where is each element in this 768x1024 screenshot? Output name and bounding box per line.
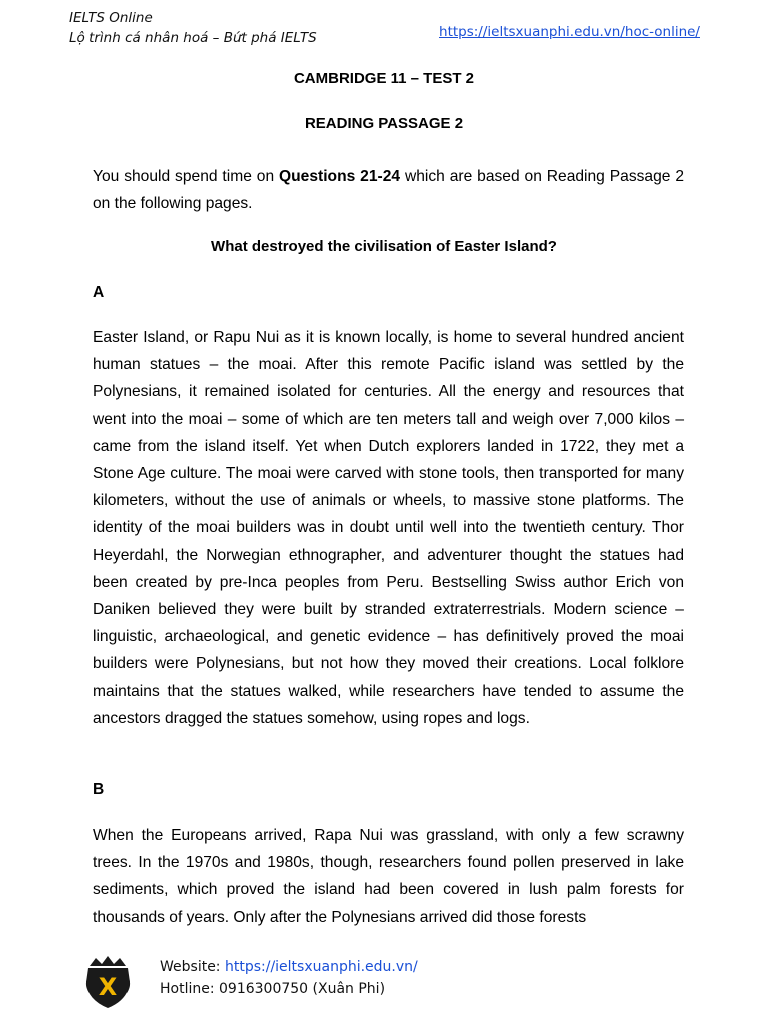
header-brand bbox=[69, 8, 317, 48]
intro-text-before: You should spend time on bbox=[93, 168, 280, 185]
section-b-paragraph: When the Europeans arrived, Rapa Nui was grassland, with only a few scrawny trees. In the 1970s and 1980s, though, researchers found pollen preserved in lake sediments, which proved the island had been covered in lush palm forests for thousands of years. Only after the Polynesians arrived did those forests bbox=[93, 827, 684, 926]
footer-website-label: Website: bbox=[160, 959, 225, 975]
intro-questions-range: Questions 21-24 bbox=[279, 168, 401, 185]
document-subtitle: READING PASSAGE 2 bbox=[304, 115, 464, 132]
footer-contact bbox=[160, 956, 418, 1000]
section-b-letter: B bbox=[93, 781, 105, 798]
section-a-letter: A bbox=[93, 284, 105, 301]
footer-website-line bbox=[160, 956, 418, 978]
header-course-link[interactable]: https://ieltsxuanphi.edu.vn/hoc-online/ bbox=[439, 24, 700, 40]
passage-title: What destroyed the civilisation of Easter Island? bbox=[211, 238, 557, 255]
intro-text-after: which are based on Reading Passage 2 on the following pages. bbox=[93, 168, 685, 213]
footer-hotline: Hotline: 0916300750 (Xuân Phi) bbox=[160, 981, 386, 997]
section-a-paragraph: Easter Island, or Rapu Nui as it is known locally, is home to several hundred ancient human statues – the moai. After this remote Pacific island was settled by the Polynesians, it remained isolated for centuries. All the energy and resources that went into the moai – some of which are ten meters tall and weigh over 7,000 kilos – came from the island itself. Yet when Dutch explorers landed in 1722, they met a Stone Age culture. The moai were carved with stone tools, then transported for many kilometers, without the use of animals or wheels, to massive stone platforms. The identity of the moai builders was in doubt until well into the twentieth century. Thor Heyerdahl, the Norwegian ethnographer, and adventurer thought the statues had been created by pre-Inca peoples from Peru. Bestselling Swiss author Erich von Daniken believed they were built by stranded extraterrestrials. Modern science – linguistic, archaeological, and genetic evidence – has definitively proved the moai builders were Polynesians, but not how they moved their creations. Local folklore maintains that the statues walked, while researchers have tended to assume the ancestors dragged the statues somehow, using ropes and logs. bbox=[93, 329, 684, 727]
header-brand-title: IELTS Online bbox=[69, 10, 153, 26]
logo-letter: X bbox=[98, 973, 118, 1001]
footer-website-link[interactable]: https://ieltsxuanphi.edu.vn/ bbox=[224, 959, 418, 975]
header-brand-tagline: Lộ trình cá nhân hoá – Bứt phá IELTS bbox=[69, 30, 317, 46]
intro-paragraph bbox=[93, 163, 684, 217]
document-title: CAMBRIDGE 11 – TEST 2 bbox=[293, 70, 475, 87]
brand-crest-logo bbox=[78, 952, 138, 1012]
